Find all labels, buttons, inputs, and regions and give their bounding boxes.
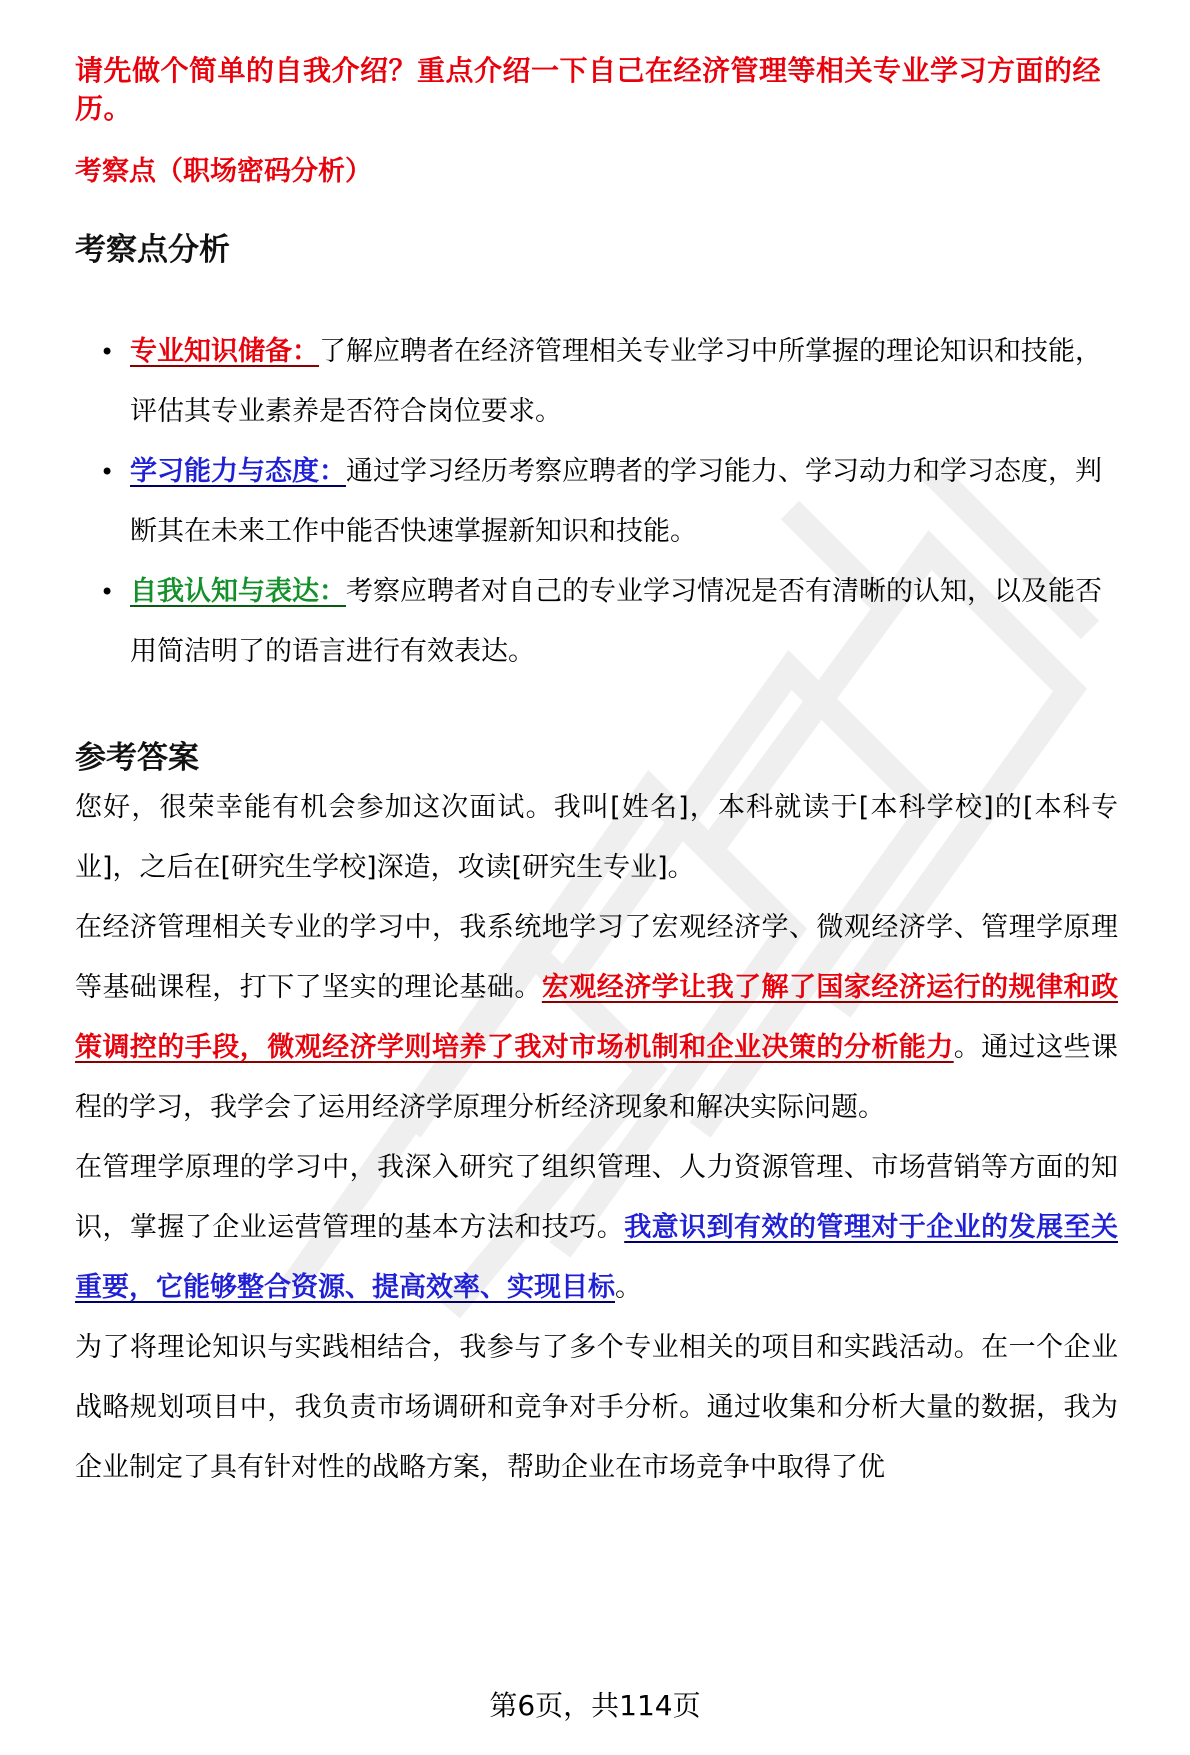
answer-text: 在管理学原理的学习中，我深入研究了组织管理、人力资源管理、市场营销等方面的知识，掌握了企业运营管理的基本方法和技巧。 — [75, 1152, 1118, 1243]
analysis-point-label: 学习能力与态度： — [130, 456, 346, 487]
answer-paragraph — [75, 778, 1118, 898]
analysis-point-list — [75, 322, 1118, 682]
analysis-heading: 考察点分析 — [75, 232, 230, 268]
analysis-point-label: 自我认知与表达： — [130, 576, 346, 607]
answer-text: 。 — [615, 1272, 642, 1303]
question-title: 请先做个简单的自我介绍？重点介绍一下自己在经济管理等相关专业学习方面的经历。 — [75, 54, 1102, 125]
answer-text: 为了将理论知识与实践相结合，我参与了多个专业相关的项目和实践活动。在一个企业战略规划项目中，我负责市场调研和竞争对手分析。通过收集和分析大量的数据，我为企业制定了具有针对性的战略方案，帮助企业在市场竞争中取得了优 — [75, 1332, 1118, 1483]
analysis-point — [100, 442, 1118, 562]
bullet-icon: • — [100, 458, 115, 486]
analysis-point-text: 通过学习经历考察应聘者的学习能力、学习动力和学习态度，判断其在未来工作中能否快速掌握新知识和技能。 — [130, 456, 1102, 547]
answer-paragraph — [75, 898, 1118, 1138]
page-indicator: 第6页，共114页 — [489, 1689, 701, 1722]
answer-paragraph — [75, 1138, 1118, 1318]
answer-highlight: 我意识到有效的管理对于企业的发展至关重要，它能够整合资源、提高效率、实现目标 — [75, 1212, 1119, 1303]
exam-point-subtitle: 考察点（职场密码分析） — [75, 156, 372, 187]
analysis-point — [100, 322, 1118, 442]
analysis-point-label: 专业知识储备： — [130, 336, 319, 367]
answer-text: 您好，很荣幸能有机会参加这次面试。我叫[姓名]，本科就读于[本科学校]的[本科专业]，之后在[研究生学校]深造，攻读[研究生专业]。 — [75, 792, 1118, 883]
analysis-point — [100, 562, 1118, 682]
answer-paragraph — [75, 1318, 1118, 1498]
bullet-icon: • — [100, 578, 115, 606]
analysis-point-text: 考察应聘者对自己的专业学习情况是否有清晰的认知，以及能否用简洁明了的语言进行有效表达。 — [130, 576, 1102, 667]
analysis-point-text: 了解应聘者在经济管理相关专业学习中所掌握的理论知识和技能，评估其专业素养是否符合岗位要求。 — [130, 336, 1102, 427]
answer-text: 。通过这些课程的学习，我学会了运用经济学原理分析经济现象和解决实际问题。 — [75, 1032, 1119, 1123]
answer-heading: 参考答案 — [75, 740, 199, 776]
bullet-icon: • — [100, 338, 115, 366]
answer-highlight: 宏观经济学让我了解了国家经济运行的规律和政策调控的手段，微观经济学则培养了我对市场机制和企业决策的分析能力 — [75, 972, 1119, 1063]
answer-text: 在经济管理相关专业的学习中，我系统地学习了宏观经济学、微观经济学、管理学原理等基础课程，打下了坚实的理论基础。 — [75, 912, 1118, 1003]
